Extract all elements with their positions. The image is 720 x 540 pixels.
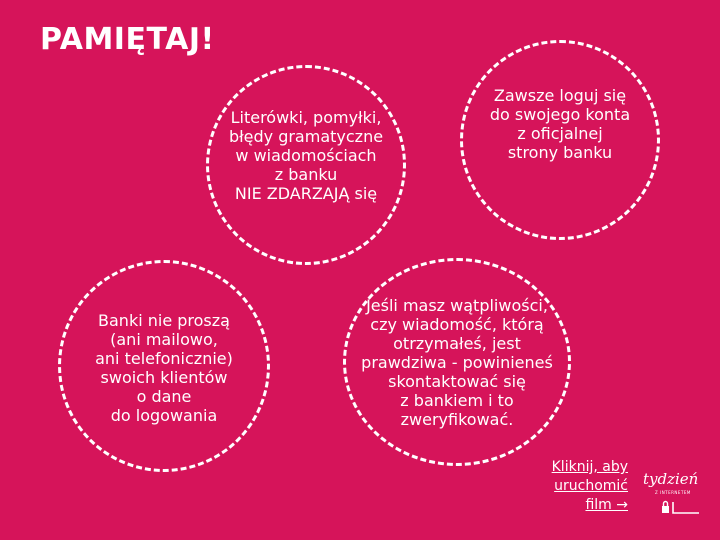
page-title: PAMIĘTAJ! [40,22,215,57]
bubble-banks-text: Banki nie proszą (ani mailowo, ani telefonicznie) swoich klientów o dane do logowania [95,311,233,425]
bubble-typos-text: Literówki, pomyłki, błędy gramatyczne w wiadomościach z banku NIE ZDARZAJĄ się [228,108,384,203]
play-video-link[interactable]: Kliknij, aby uruchomić film → [551,459,628,513]
lock-icon [661,500,701,516]
logo-name: tydzień [643,470,699,488]
bubble-login-text: Zawsze loguj się do swojego konta z oficjalnej strony banku [489,86,631,162]
logo-subtitle: Z INTERNETEM [655,490,691,495]
bubble-doubt-text: Jeśli masz wątpliwości, czy wiadomość, którą otrzymałeś, jest prawdziwa - powinieneś skontaktować się z bankiem i to zweryfikować. [361,296,553,429]
tydzien-logo [643,470,701,520]
